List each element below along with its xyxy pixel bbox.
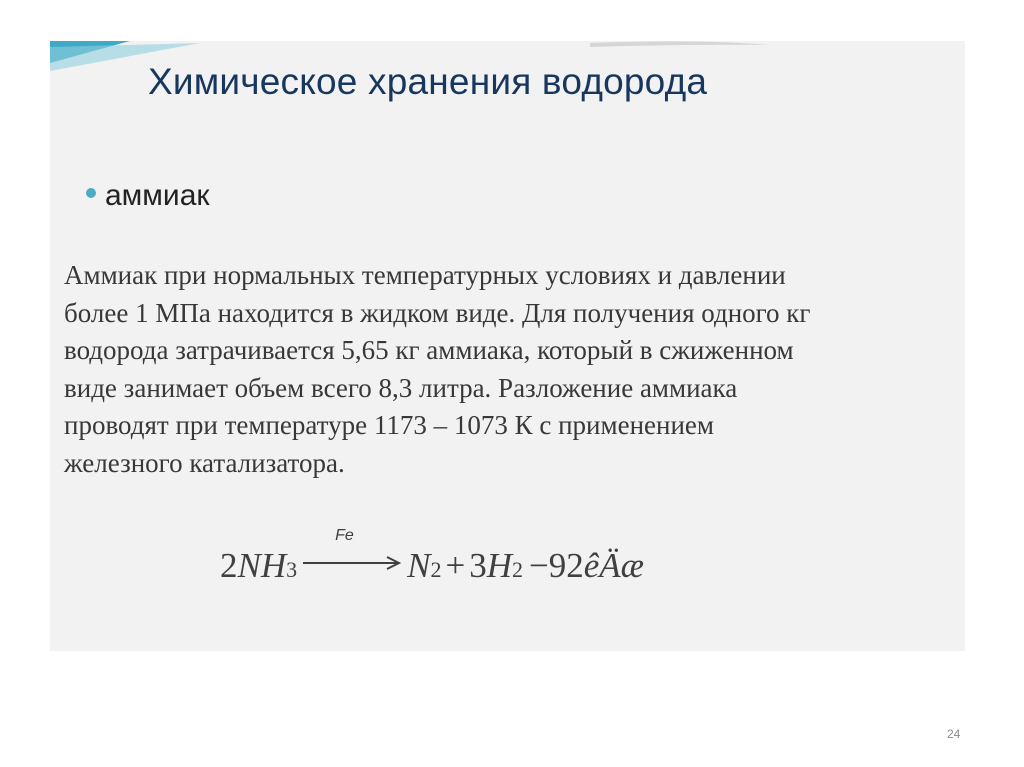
catalyst-label: Fe — [335, 527, 354, 544]
reaction-arrow — [301, 527, 403, 577]
paragraph-line: железного катализатора. — [64, 447, 345, 478]
paragraph-line: более 1 МПа находится в жидком виде. Для получения одного кг — [64, 297, 811, 328]
paragraph-line: проводят при температуре 1173 – 1073 К с применением — [64, 410, 714, 440]
eq-plus: + — [445, 546, 466, 585]
paragraph-line: Аммиак при нормальных температурных условиях и давлении — [64, 260, 786, 290]
page-number: 24 — [947, 727, 961, 741]
right-arrow-icon — [301, 555, 403, 571]
eq-energy: −92 — [529, 546, 584, 585]
eq-product1-subscript: 2 — [430, 557, 442, 582]
eq-reactant-subscript: 3 — [286, 557, 298, 582]
eq-coefficient: 2 — [220, 546, 238, 585]
paragraph-line: виде занимает объем всего 8,3 литра. Разложение аммиака — [64, 372, 738, 403]
bullet-text: аммиак — [105, 179, 210, 212]
bullet-item — [86, 179, 210, 213]
eq-product1: N — [407, 546, 431, 585]
eq-reactant: NH — [237, 546, 287, 585]
eq-product2-subscript: 2 — [512, 557, 524, 582]
paragraph-line: водорода затрачивается 5,65 кг аммиака, который в сжиженном — [64, 335, 794, 365]
chemical-equation — [220, 527, 645, 586]
eq-coefficient: 3 — [469, 546, 487, 585]
eq-energy-unit: êÄæ — [583, 546, 645, 585]
slide-title: Химическое хранения водорода — [148, 61, 708, 102]
body-paragraph — [64, 257, 964, 482]
eq-product2: H — [486, 546, 513, 585]
slide — [50, 41, 965, 651]
bullet-dot-icon — [86, 188, 96, 198]
